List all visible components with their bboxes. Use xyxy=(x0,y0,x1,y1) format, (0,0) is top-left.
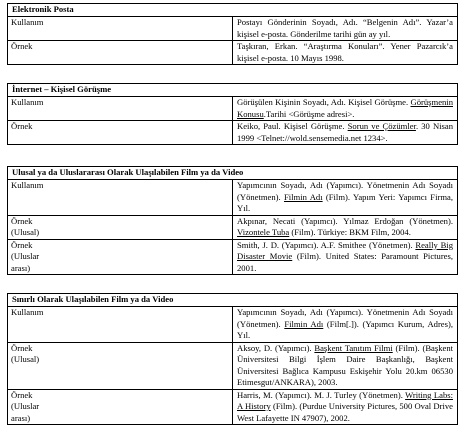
row-label xyxy=(8,342,233,389)
row-label-line: Örnek xyxy=(11,389,33,400)
row-label xyxy=(8,239,233,275)
row-label xyxy=(8,97,233,121)
table-elektronik-posta xyxy=(7,3,458,65)
row-label-line: arası) xyxy=(11,262,31,273)
row-label-line: Kullanım xyxy=(11,17,44,27)
table-sinirli-film-video xyxy=(7,293,458,425)
section-title: Ulusal ya da Uluslararası Olarak Ulaşılabilen Film ya da Video xyxy=(8,167,458,180)
value-text: Akpınar, Necati (Yapımcı). Yılmaz Erdoğan (Yönetmen). xyxy=(237,215,453,226)
section-title: Elektronik Posta xyxy=(8,4,458,17)
table-row xyxy=(8,307,458,343)
row-label-line: (Uluslar xyxy=(11,401,40,411)
row-label-line: Örnek xyxy=(11,342,33,353)
row-label-line: Kullanım xyxy=(11,97,44,107)
table-row xyxy=(8,41,458,65)
value-text: Smith, J. D. (Yapımcı). A.F. Smithee (Yönetmen). xyxy=(237,239,416,250)
row-label-line: (Ulusal) xyxy=(11,227,40,237)
value-text: (Film). (Başkent Üniversitesi Bilgi İşlem Daire Başkanlığı, Başkent Üniversitesi Bağlıca Kampusu Eskişehir Yolu 20.km 06530 Etimesgut/ANKARA), 2003. xyxy=(237,342,454,387)
row-label xyxy=(8,389,233,425)
table-row xyxy=(8,342,458,389)
row-label-line: arası) xyxy=(11,412,31,423)
table-ulusal-film-video xyxy=(7,166,458,275)
value-text: (Film[.]). (Yapımcı Kurum, Adres), Yıl. xyxy=(237,318,453,340)
section-title: Sınırlı Olarak Ulaşılabilen Film ya da Video xyxy=(8,294,458,307)
value-text: Görüşülen Kişinin Soyadı, Adı. Kişisel Görüşme. xyxy=(237,97,411,107)
underlined-title: Sorun ve Çözümler xyxy=(347,121,416,131)
value-text: .Tarihi <Görüşme adresi>. xyxy=(263,108,355,119)
underlined-title: Vizontele Tuba xyxy=(237,227,290,237)
underlined-title: Görüşmenin Konusu xyxy=(237,97,453,119)
value-text: (Film). United States: Paramount Pictures, 2001. xyxy=(237,251,453,273)
row-value xyxy=(233,17,458,41)
row-value xyxy=(233,389,458,425)
row-label-line: Örnek xyxy=(11,121,33,131)
table-row xyxy=(8,389,458,425)
row-label-line: Örnek xyxy=(11,239,33,250)
row-value xyxy=(233,121,458,145)
row-value xyxy=(233,41,458,65)
row-label-line: (Ulusal) xyxy=(11,354,40,364)
value-text: (Film). Yapım Yeri: Yapımcı Firma, Yıl. xyxy=(237,191,453,213)
value-text: Taşkıran, Erkan. “Araştırma Konuları”. Yener Pazarcık’a kişisel e-posta. 10 Mayıs 1998. xyxy=(237,41,453,63)
value-text: . 30 Nisan 1999 <Telnet://wold.sensemedia.net 1234>. xyxy=(237,121,454,143)
underlined-title: Writing Labs: A History xyxy=(237,389,453,411)
row-label-line: Kullanım xyxy=(11,307,44,317)
row-value xyxy=(233,97,458,121)
table-row xyxy=(8,239,458,275)
value-text: Keiko, Paul. Kişisel Görüşme. xyxy=(237,121,348,131)
value-text: Postayı Gönderinin Soyadı, Adı. “Belgenin Adı”. Yazar’a kişisel e-posta. Gönderilme tarihi gün ay yıl. xyxy=(237,17,453,39)
value-text: Harris, M. (Yapımcı). M. J. Turley (Yönetmen). xyxy=(237,389,406,400)
row-label xyxy=(8,215,233,239)
row-label xyxy=(8,41,233,65)
value-text: (Film). Türkiye: BKM Film, 2004. xyxy=(289,227,411,237)
section-title: İnternet – Kişisel Görüşme xyxy=(8,84,458,97)
value-text: (Film). (Purdue University Pictures, 500 Oval Drive West Lafayette IN 47907), 2002. xyxy=(237,401,453,423)
row-label xyxy=(8,180,233,216)
row-label-line: Örnek xyxy=(11,215,33,226)
row-value xyxy=(233,239,458,275)
row-label-line: Kullanım xyxy=(11,180,44,190)
row-value xyxy=(233,307,458,343)
table-row xyxy=(8,180,458,216)
row-label-line: Örnek xyxy=(11,41,33,51)
row-value xyxy=(233,215,458,239)
row-value xyxy=(233,342,458,389)
row-label xyxy=(8,121,233,145)
row-label xyxy=(8,17,233,41)
table-internet-kisisel-gorusme xyxy=(7,83,458,145)
row-value xyxy=(233,180,458,216)
underlined-title: Filmin Adı xyxy=(283,191,323,202)
value-text: Yapımcının Soyadı, Adı (Yapımcı). Yönetmenin Adı Soyadı (Yönetmen). xyxy=(237,307,453,329)
value-text: Yapımcının Soyadı, Adı (Yapımcı). Yönetmenin Adı Soyadı (Yönetmen). xyxy=(237,180,453,202)
table-row xyxy=(8,121,458,145)
row-label xyxy=(8,307,233,343)
underlined-title: Filmin Adı xyxy=(284,318,324,329)
row-label-line: (Uluslar xyxy=(11,251,40,261)
underlined-title: Başkent Tanıtım Filmi xyxy=(314,342,393,353)
table-row xyxy=(8,97,458,121)
underlined-title: Really Big Disaster Movie xyxy=(237,239,453,261)
value-text: Aksoy, D. (Yapımcı). xyxy=(237,342,315,353)
table-row xyxy=(8,215,458,239)
table-row xyxy=(8,17,458,41)
